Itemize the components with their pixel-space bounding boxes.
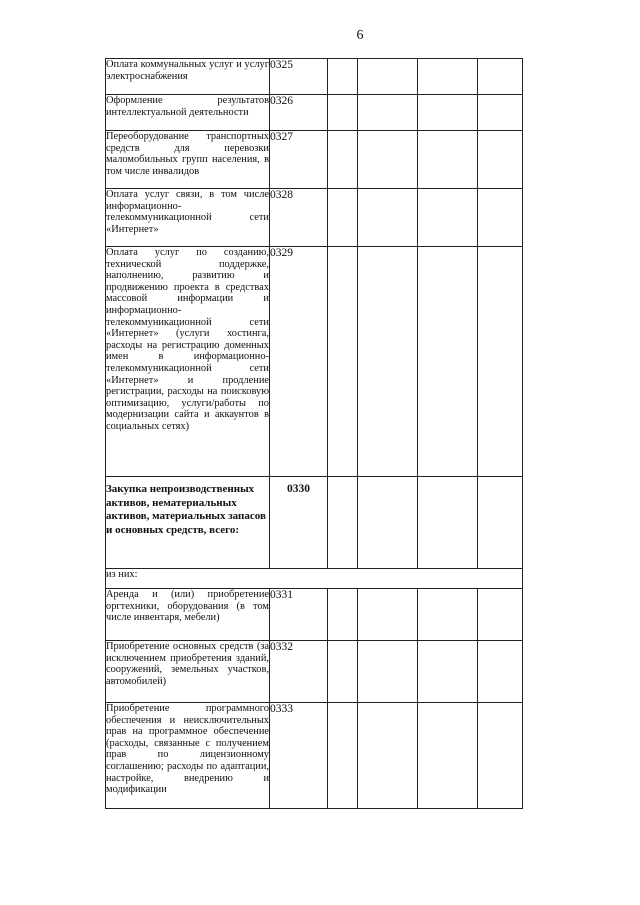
table-row xyxy=(106,95,523,131)
value-cell[interactable] xyxy=(328,641,358,703)
row-name-cell: Оплата услуг связи, в том числе информационно-телекоммуникационной сети «Интернет» xyxy=(106,189,270,247)
row-name-cell: Переоборудование транспортных средств для перевозки маломобильных групп населения, в том числе инвалидов xyxy=(106,131,270,189)
row-name-cell: Оплата коммунальных услуг и услуг электроснабжения xyxy=(106,59,270,95)
value-cell[interactable] xyxy=(418,131,478,189)
row-code-cell: 0329 xyxy=(270,247,328,477)
row-name-cell: Оформление результатов интеллектуальной деятельности xyxy=(106,95,270,131)
row-code-cell: 0326 xyxy=(270,95,328,131)
value-cell[interactable] xyxy=(418,641,478,703)
value-cell[interactable] xyxy=(418,589,478,641)
row-code-cell: 0327 xyxy=(270,131,328,189)
row-code-cell: 0331 xyxy=(270,589,328,641)
value-cell[interactable] xyxy=(358,59,418,95)
value-cell[interactable] xyxy=(418,189,478,247)
value-cell[interactable] xyxy=(358,95,418,131)
value-cell[interactable] xyxy=(418,59,478,95)
row-code-cell: 0330 xyxy=(270,477,328,569)
value-cell[interactable] xyxy=(328,131,358,189)
row-name-cell: Оплата услуг по созданию, технической поддержке, наполнению, развитию и продвижению проекта в средствах массовой информации и информационно-телекоммуникационной сети «Интернет» (услуги хостинга, расходы на регистрацию доменных имен в информационно-телекоммуникационной сети «Интернет» и продление регистрации, расходы на поисковую оптимизацию, услуги/работы по модернизации сайта и аккаунтов в социальных сетях) xyxy=(106,247,270,477)
value-cell[interactable] xyxy=(358,131,418,189)
value-cell[interactable] xyxy=(478,59,523,95)
value-cell[interactable] xyxy=(418,703,478,809)
value-cell[interactable] xyxy=(328,247,358,477)
row-code-cell: 0332 xyxy=(270,641,328,703)
table-row xyxy=(106,189,523,247)
value-cell[interactable] xyxy=(478,641,523,703)
table-row xyxy=(106,641,523,703)
value-cell[interactable] xyxy=(328,95,358,131)
value-cell[interactable] xyxy=(328,477,358,569)
value-cell[interactable] xyxy=(328,189,358,247)
row-name-cell: Закупка непроизводственных активов, нематериальных активов, материальных запасов и основных средств, всего: xyxy=(106,477,270,569)
subheader-row xyxy=(106,569,523,589)
table-body xyxy=(106,59,523,809)
row-name-cell: Аренда и (или) приобретение оргтехники, оборудования (в том числе инвентаря, мебели) xyxy=(106,589,270,641)
value-cell[interactable] xyxy=(478,703,523,809)
table-row xyxy=(106,131,523,189)
value-cell[interactable] xyxy=(478,189,523,247)
value-cell[interactable] xyxy=(358,589,418,641)
table-row xyxy=(106,589,523,641)
row-name-cell: Приобретение основных средств (за исключением приобретения зданий, сооружений, земельных участков, автомобилей) xyxy=(106,641,270,703)
value-cell[interactable] xyxy=(358,247,418,477)
value-cell[interactable] xyxy=(478,589,523,641)
value-cell[interactable] xyxy=(328,703,358,809)
value-cell[interactable] xyxy=(418,95,478,131)
table-row xyxy=(106,247,523,477)
table-row xyxy=(106,703,523,809)
value-cell[interactable] xyxy=(478,477,523,569)
page-number: 6 xyxy=(356,28,364,43)
value-cell[interactable] xyxy=(478,95,523,131)
value-cell[interactable] xyxy=(358,189,418,247)
value-cell[interactable] xyxy=(478,247,523,477)
table-row xyxy=(106,477,523,569)
value-cell[interactable] xyxy=(328,589,358,641)
value-cell[interactable] xyxy=(478,131,523,189)
value-cell[interactable] xyxy=(358,703,418,809)
table-row xyxy=(106,59,523,95)
subheader-label: из них: xyxy=(106,569,523,589)
row-code-cell: 0325 xyxy=(270,59,328,95)
row-code-cell: 0328 xyxy=(270,189,328,247)
value-cell[interactable] xyxy=(418,477,478,569)
value-cell[interactable] xyxy=(328,59,358,95)
row-code-cell: 0333 xyxy=(270,703,328,809)
row-name-cell: Приобретение программного обеспечения и неисключительных прав на программное обеспечение (расходы, связанные с получением прав по лицензионному соглашению; расходы по адаптации, настройке, внедрению и модификации xyxy=(106,703,270,809)
value-cell[interactable] xyxy=(418,247,478,477)
value-cell[interactable] xyxy=(358,641,418,703)
value-cell[interactable] xyxy=(358,477,418,569)
expense-table xyxy=(105,58,523,809)
